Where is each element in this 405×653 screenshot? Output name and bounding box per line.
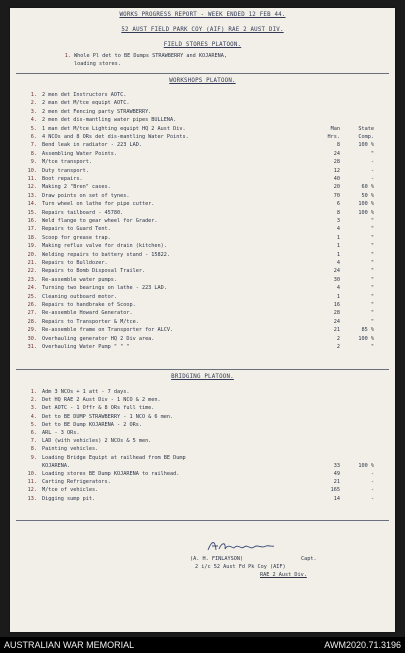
state-completion-value: -: [370, 479, 374, 486]
archive-caption-bar: [0, 637, 405, 653]
item-number: 5.: [30, 125, 37, 132]
item-text: Re-assemble frame on Transporter for ALCV.: [42, 327, 174, 334]
item-text: Det to BE Dump KOJARENA - 2 ORs.: [42, 421, 142, 428]
archive-name: AUSTRALIAN WAR MEMORIAL: [4, 640, 135, 650]
document-page: [10, 8, 395, 632]
item-number: 1.: [64, 53, 71, 59]
item-text: Turning two bearings on lathe - 223 LAD.: [42, 285, 167, 292]
man-hours-value: 1: [336, 243, 340, 250]
item-number: 23.: [27, 276, 37, 283]
archive-reference: AWM2020.71.3196: [324, 640, 401, 650]
item-number: 6.: [30, 134, 37, 140]
item-number: 26.: [27, 302, 37, 308]
state-completion-value: Comp.: [358, 134, 374, 140]
man-hours-value: 4: [336, 285, 340, 292]
item-number: 4.: [30, 413, 37, 420]
item-number: 9.: [30, 159, 37, 166]
man-hours-value: 24: [333, 268, 340, 275]
item-text: Det AOTC - 1 Offr & 8 ORs full time.: [42, 405, 155, 412]
item-number: 27.: [27, 310, 37, 317]
item-text: 2 men det Instructors AOTC.: [42, 92, 127, 98]
item-text: Making 2 "Bren" cases.: [42, 184, 111, 191]
workshops-heading: WORKSHOPS PLATOON.: [169, 78, 236, 84]
item-text: Weld flange to gear wheel for Grader.: [42, 218, 158, 224]
item-number: 12.: [27, 184, 37, 191]
man-hours-value: 165: [330, 487, 340, 494]
item-number: 11.: [27, 176, 37, 182]
item-text: Det to BE DUMP STRAWBERRY - 1 NCO & 6 men.: [42, 413, 174, 420]
item-number: 8.: [30, 150, 37, 157]
state-completion-value: ": [370, 285, 374, 292]
man-hours-value: 16: [333, 302, 340, 308]
state-completion-value: 100 %: [358, 201, 374, 208]
item-text: KOJARENA.: [42, 462, 71, 469]
divider: [16, 520, 389, 521]
state-completion-value: State: [358, 125, 374, 132]
item-text: Digging sump pit.: [42, 495, 96, 502]
state-completion-value: 100 %: [358, 335, 374, 342]
item-number: 3.: [30, 405, 37, 412]
man-hours-value: 40: [333, 176, 340, 182]
item-number: 20.: [27, 251, 37, 258]
item-text: Cleaning outboard motor.: [42, 293, 117, 300]
state-completion-value: ": [370, 243, 374, 250]
state-completion-value: -: [370, 167, 374, 174]
item-number: 30.: [27, 335, 37, 342]
state-completion-value: 50 %: [361, 192, 374, 199]
man-hours-value: 21: [333, 479, 340, 486]
state-completion-value: -: [370, 471, 374, 477]
item-number: 7.: [30, 142, 37, 149]
item-number: 8.: [30, 446, 37, 453]
item-number: 2.: [30, 100, 37, 107]
man-hours-value: 24: [333, 318, 340, 325]
item-text: Repairs to Bomb Disposal Trailer.: [42, 268, 146, 275]
item-text: Draw points on set of tynes.: [42, 192, 130, 199]
item-number: 2.: [30, 397, 37, 404]
man-hours-value: 28: [333, 159, 340, 166]
item-number: 25.: [27, 293, 37, 300]
unit-title: 52 AUST FIELD PARK COY (AIF) RAE 2 AUST DIV.: [121, 27, 284, 33]
item-text: Bend leak in radiator - 223 LAD.: [42, 142, 142, 149]
item-text: 1 man det M/tce Lighting equipt HQ 2 Aust Div.: [42, 125, 186, 132]
man-hours-value: 4: [336, 226, 340, 233]
state-completion-value: ": [370, 260, 374, 266]
item-number: 22.: [27, 268, 37, 275]
state-completion-value: 100 %: [358, 142, 374, 149]
item-text: loading stores.: [74, 61, 121, 67]
item-number: 10.: [27, 167, 37, 174]
state-completion-value: 100 %: [358, 209, 374, 216]
item-number: 19.: [27, 243, 37, 250]
item-number: 16.: [27, 218, 37, 224]
item-text: Loading stores BE Dump KOJARENA to railhead.: [42, 471, 180, 477]
state-completion-value: ": [370, 251, 374, 258]
item-text: Re-assemble Howard Generator.: [42, 310, 133, 317]
bridging-heading: BRIDGING PLATOON.: [171, 374, 234, 380]
item-number: 31.: [27, 344, 37, 350]
signatory-name: (A. H. FINLAYSON): [190, 556, 244, 562]
item-text: Assembling Water Points.: [42, 150, 117, 157]
item-number: 28.: [27, 318, 37, 325]
state-completion-value: 100 %: [358, 462, 374, 469]
state-completion-value: ": [370, 302, 374, 308]
item-text: Overhauling generator HQ 2 Div area.: [42, 335, 155, 342]
handwritten-signature: [206, 538, 276, 554]
state-completion-value: ": [370, 150, 374, 157]
state-completion-value: 85 %: [361, 327, 374, 334]
item-text: Repairs to Transporter & M/tce.: [42, 318, 139, 325]
item-text: Making reflux valve for drain (kitchen).: [42, 243, 167, 250]
item-number: 9.: [30, 454, 37, 461]
item-number: 1.: [30, 92, 37, 98]
man-hours-value: 1: [336, 251, 340, 258]
item-text: M/tce of vehicles.: [42, 487, 99, 494]
item-text: M/tce transport.: [42, 159, 92, 166]
man-hours-value: 8: [336, 209, 340, 216]
man-hours-value: Hrs.: [327, 134, 340, 140]
item-number: 13.: [27, 192, 37, 199]
man-hours-value: 8: [336, 142, 340, 149]
state-completion-value: -: [370, 487, 374, 494]
item-text: Painting vehicles.: [42, 446, 99, 453]
state-completion-value: -: [370, 159, 374, 166]
item-number: 18.: [27, 234, 37, 241]
item-text: Scoop for grease trap.: [42, 234, 111, 241]
item-text: 2 man det M/tce equipt AOTC.: [42, 100, 130, 107]
man-hours-value: 33: [333, 462, 340, 469]
item-text: Repairs to Bulldozer.: [42, 260, 108, 266]
man-hours-value: 1: [336, 293, 340, 300]
state-completion-value: ": [370, 226, 374, 233]
item-number: 14.: [27, 201, 37, 208]
man-hours-value: 14: [333, 495, 340, 502]
item-text: Repairs to handbrake of Scoop.: [42, 302, 136, 308]
item-text: ARL - 3 ORs.: [42, 430, 80, 436]
state-completion-value: ": [370, 234, 374, 241]
state-completion-value: ": [370, 268, 374, 275]
state-completion-value: ": [370, 318, 374, 325]
man-hours-value: 4: [336, 260, 340, 266]
item-text: Carting Refrigerators.: [42, 479, 111, 486]
item-text: Turn wheel on lathe for pipe cutter.: [42, 201, 155, 208]
man-hours-value: 2: [336, 344, 340, 350]
man-hours-value: 1: [336, 234, 340, 241]
man-hours-value: 21: [333, 327, 340, 334]
man-hours-value: 24: [333, 150, 340, 157]
item-number: 29.: [27, 327, 37, 334]
item-number: 24.: [27, 285, 37, 292]
state-completion-value: -: [370, 176, 374, 182]
item-text: LAD (with vehicles) 2 NCOs & 5 men.: [42, 438, 152, 445]
divider: [16, 369, 389, 370]
signatory-formation: RAE 2 Aust Div.: [260, 572, 307, 578]
divider: [16, 73, 389, 74]
item-number: 15.: [27, 209, 37, 216]
man-hours-value: 49: [333, 471, 340, 477]
item-text: Overhauling Water Pump " " ": [42, 344, 130, 350]
item-number: 4.: [30, 117, 37, 124]
item-text: 4 NCOs and 8 ORs det dis-mantling Water Points.: [42, 134, 189, 140]
man-hours-value: 70: [333, 192, 340, 199]
man-hours-value: Man: [330, 125, 340, 132]
item-number: 6.: [30, 430, 37, 436]
man-hours-value: 6: [336, 201, 340, 208]
item-number: 13.: [27, 495, 37, 502]
state-completion-value: -: [370, 495, 374, 502]
signatory-rank: Capt.: [301, 556, 317, 562]
man-hours-value: 3: [336, 218, 340, 224]
item-text: Duty transport.: [42, 167, 89, 174]
man-hours-value: 20: [333, 184, 340, 191]
man-hours-value: 30: [333, 276, 340, 283]
item-number: 21.: [27, 260, 37, 266]
state-completion-value: ": [370, 276, 374, 283]
item-number: 7.: [30, 438, 37, 445]
field-stores-heading: FIELD STORES PLATOON.: [163, 42, 242, 48]
state-completion-value: ": [370, 218, 374, 224]
man-hours-value: 28: [333, 310, 340, 317]
item-text: 2 men det Fencing party STRAWBERRY.: [42, 108, 152, 115]
item-text: Boot repairs.: [42, 176, 83, 182]
man-hours-value: 2: [336, 335, 340, 342]
item-text: Adm 3 NCOs + 1 att - 7 days.: [42, 389, 130, 395]
item-number: 5.: [30, 421, 37, 428]
item-text: Loading Bridge Equipt at railhead from BE Dump: [42, 454, 186, 461]
item-number: 3.: [30, 108, 37, 115]
item-text: Det HQ RAE 2 Aust Div - 1 NCO & 2 men.: [42, 397, 161, 404]
report-title: WORKS PROGRESS REPORT - WEEK ENDED 12 FEB 44.: [119, 12, 286, 18]
state-completion-value: ": [370, 310, 374, 317]
item-text: Whole Pl det to BE Dumps STRAWBERRY and KOJARENA,: [74, 53, 228, 59]
item-number: 17.: [27, 226, 37, 233]
man-hours-value: 12: [333, 167, 340, 174]
item-text: Repairs to Guard Tent.: [42, 226, 111, 233]
state-completion-value: ": [370, 344, 374, 350]
item-text: Repairs tailboard - 45780.: [42, 209, 124, 216]
item-number: 10.: [27, 471, 37, 477]
item-text: Re-assemble water pumps.: [42, 276, 117, 283]
state-completion-value: ": [370, 293, 374, 300]
state-completion-value: 60 %: [361, 184, 374, 191]
item-number: 12.: [27, 487, 37, 494]
signatory-appointment: 2 i/c 52 Aust Fd Pk Coy (AIF): [195, 564, 286, 570]
item-text: Welding repairs to battery stand - 15822.: [42, 251, 171, 258]
item-text: 2 men det dis-mantling water pipes BULLENA.: [42, 117, 177, 124]
item-number: 1.: [30, 389, 37, 395]
item-number: 11.: [27, 479, 37, 486]
